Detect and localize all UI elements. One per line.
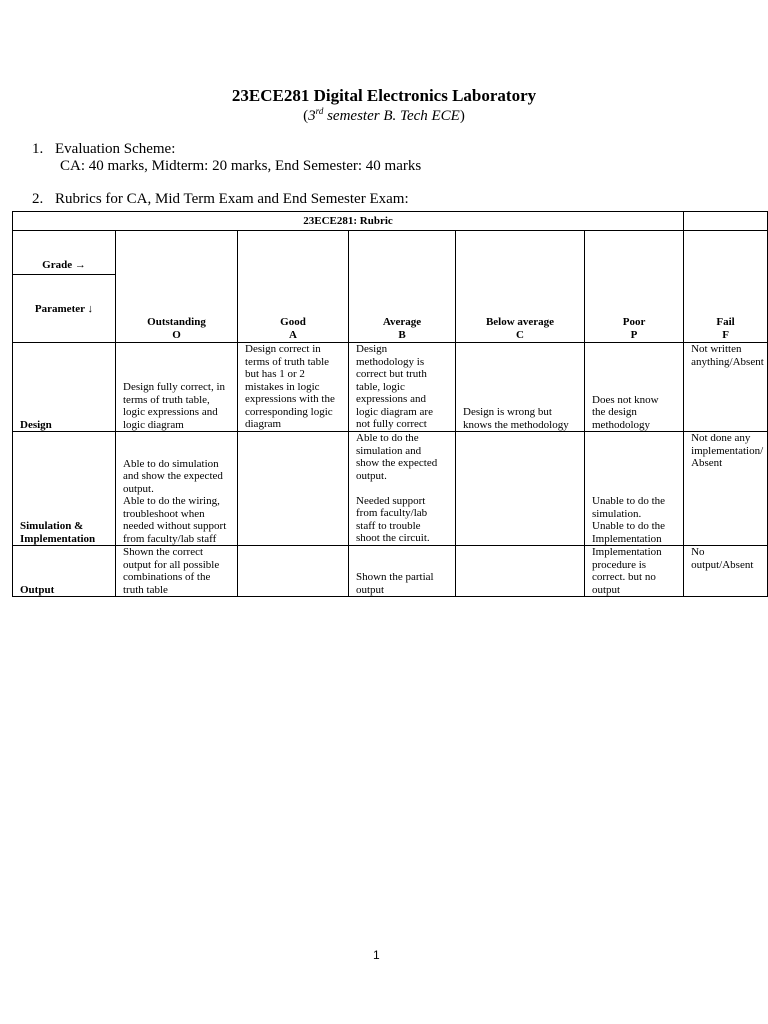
grade-axis-label: Grade → [13, 256, 115, 275]
rubric-corner-cell [13, 231, 116, 343]
list-number-2: 2. [32, 191, 44, 207]
cell-output-below-average [456, 546, 585, 597]
cell-design-good: Design correct in terms of truth table but has 1 or 2 mistakes in logic expressions with the corresponding logic diagram [238, 343, 349, 432]
parameter-output: Output [13, 546, 116, 597]
rubric-row-simulation [13, 432, 768, 546]
grade-label: Good [280, 316, 306, 328]
grade-header-below-average [456, 231, 585, 343]
grade-code: P [630, 328, 638, 341]
grade-header-poor [585, 231, 684, 343]
subtitle-italic [308, 108, 460, 124]
cell-output-outstanding: Shown the correct output for all possible combinations of the truth table [116, 546, 238, 597]
cell-simulation-poor: Unable to do the simulation. Unable to do the Implementation [585, 432, 684, 546]
grade-code: O [172, 328, 181, 341]
cell-output-poor: Implementation procedure is correct. but no output [585, 546, 684, 597]
grade-code: B [398, 328, 406, 341]
grade-header-average [349, 231, 456, 343]
grade-label: Below average [485, 316, 555, 328]
parameter-simulation-implementation: Simulation & Implementation [13, 432, 116, 546]
subtitle-open-paren: ( [303, 108, 309, 124]
document-title: 23ECE281 Digital Electronics Laboratory [231, 86, 537, 105]
rubric-caption: 23ECE281: Rubric [13, 212, 684, 231]
grade-code: C [516, 328, 524, 341]
grade-header-good [238, 231, 349, 343]
grade-header-fail [684, 231, 768, 343]
list-number-1: 1. [32, 141, 44, 157]
rubric-row-output [13, 546, 768, 597]
subtitle-semester-number: 3 [308, 108, 316, 124]
page-number: 1 [373, 948, 380, 962]
cell-design-fail: Not written anything/Absent [684, 343, 768, 432]
cell-design-below-average: Design is wrong but knows the methodology [456, 343, 585, 432]
evaluation-scheme-detail: CA: 40 marks, Midterm: 20 marks, End Semester: 40 marks [60, 158, 422, 174]
cell-simulation-good [238, 432, 349, 546]
cell-simulation-below-average [456, 432, 585, 546]
parameter-axis-label: Parameter ↓ [34, 303, 94, 315]
grade-code: A [289, 328, 297, 341]
subtitle-close-paren: ) [459, 108, 465, 124]
grade-label: Outstanding [147, 316, 206, 328]
parameter-design: Design [13, 343, 116, 432]
cell-design-average: Design methodology is correct but truth table, logic expressions and logic diagram are not fully correct [349, 343, 456, 432]
rubric-caption-row [13, 212, 768, 231]
cell-design-outstanding: Design fully correct, in terms of truth table, logic expressions and logic diagram [116, 343, 238, 432]
rubrics-heading: Rubrics for CA, Mid Term Exam and End Semester Exam: [55, 191, 409, 207]
grade-header-outstanding [116, 231, 238, 343]
grade-code: F [722, 328, 729, 341]
rubric-row-design [13, 343, 768, 432]
grade-label: Poor [622, 316, 646, 328]
rubric-table [12, 211, 768, 597]
cell-simulation-outstanding: Able to do simulation and show the expected output. Able to do the wiring, troubleshoot when needed without support from faculty/lab staff [116, 432, 238, 546]
cell-output-good [238, 546, 349, 597]
cell-design-poor: Does not know the design methodology [585, 343, 684, 432]
document-subtitle [0, 107, 768, 125]
cell-simulation-average: Able to do the simulation and show the expected output. Needed support from faculty/lab staff to trouble shoot the circuit. [349, 432, 456, 546]
cell-output-average: Shown the partial output [349, 546, 456, 597]
cell-output-fail: No output/Absent [684, 546, 768, 597]
rubric-caption-empty-cell [684, 212, 768, 231]
subtitle-ordinal-suffix: rd [315, 106, 324, 116]
evaluation-scheme-heading: Evaluation Scheme: [55, 141, 176, 157]
grade-label: Fail [716, 316, 735, 328]
grade-label: Average [382, 316, 422, 328]
subtitle-program: semester B. Tech ECE [323, 108, 460, 124]
cell-simulation-fail: Not done any implementation/ Absent [684, 432, 768, 546]
rubric-grade-header-row [13, 231, 768, 343]
